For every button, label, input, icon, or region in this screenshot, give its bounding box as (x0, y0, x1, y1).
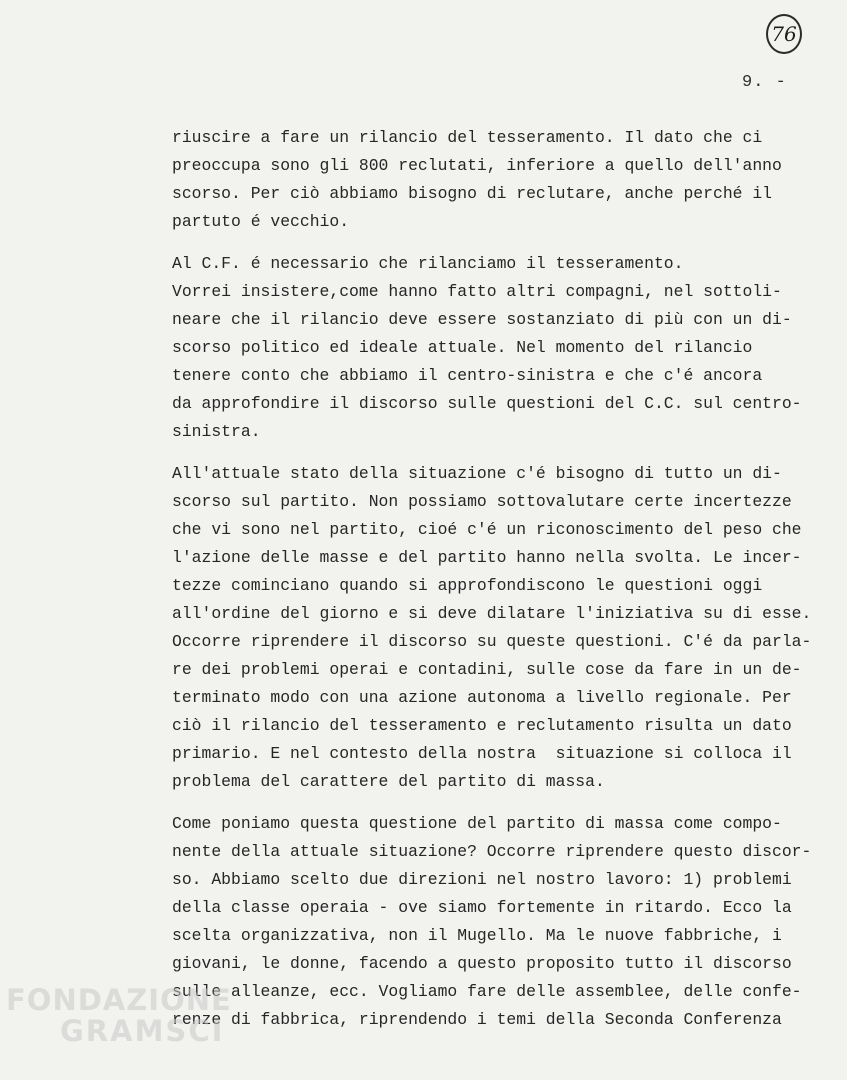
text-line: problema del carattere del partito di massa. (172, 772, 605, 791)
text-line: renze di fabbrica, riprendendo i temi della Seconda Conferenza (172, 1010, 782, 1029)
text-line: scelta organizzativa, non il Mugello. Ma le nuove fabbriche, i (172, 926, 782, 945)
text-line: riuscire a fare un rilancio del tesseramento. Il dato che ci (172, 128, 763, 147)
handwritten-page-number: 76 (766, 14, 802, 54)
text-line: Come poniamo questa questione del partito di massa come compo- (172, 814, 782, 833)
text-line: so. Abbiamo scelto due direzioni nel nostro lavoro: 1) problemi (172, 870, 792, 889)
text-line: da approfondire il discorso sulle questioni del C.C. sul centro- (172, 394, 802, 413)
text-line: partuto é vecchio. (172, 212, 350, 231)
text-line: tenere conto che abbiamo il centro-sinistra e che c'é ancora (172, 366, 763, 385)
text-line: primario. E nel contesto della nostra situazione si colloca il (172, 744, 792, 763)
paragraph-1 (172, 124, 822, 236)
text-line: sinistra. (172, 422, 261, 441)
text-line: terminato modo con una azione autonoma a livello regionale. Per (172, 688, 792, 707)
document-body (172, 124, 822, 1048)
text-line: all'ordine del giorno e si deve dilatare l'iniziativa su di esse. (172, 604, 812, 623)
watermark-line-2: GRAMSCI (60, 1014, 225, 1048)
paragraph-3 (172, 460, 822, 796)
text-line: re dei problemi operai e contadini, sulle cose da fare in un de- (172, 660, 802, 679)
text-line: l'azione delle masse e del partito hanno nella svolta. Le incer- (172, 548, 802, 567)
text-line: che vi sono nel partito, cioé c'é un riconoscimento del peso che (172, 520, 802, 539)
paragraph-2 (172, 250, 822, 446)
paragraph-4 (172, 810, 822, 1034)
archive-watermark (6, 983, 232, 1048)
text-line: All'attuale stato della situazione c'é bisogno di tutto un di- (172, 464, 782, 483)
text-line: nente della attuale situazione? Occorre riprendere questo discor- (172, 842, 812, 861)
text-line: Vorrei insistere,come hanno fatto altri compagni, nel sottoli- (172, 282, 782, 301)
text-line: tezze cominciano quando si approfondiscono le questioni oggi (172, 576, 763, 595)
text-line: scorso sul partito. Non possiamo sottovalutare certe incertezze (172, 492, 792, 511)
text-line: ciò il rilancio del tesseramento e reclutamento risulta un dato (172, 716, 792, 735)
watermark-line-1: FONDAZIONE (6, 983, 232, 1017)
text-line: Occorre riprendere il discorso su queste questioni. C'é da parla- (172, 632, 812, 651)
text-line: neare che il rilancio deve essere sostanziato di più con un di- (172, 310, 792, 329)
text-line: Al C.F. é necessario che rilanciamo il tesseramento. (172, 254, 684, 273)
text-line: scorso. Per ciò abbiamo bisogno di reclutare, anche perché il (172, 184, 772, 203)
text-line: sulle alleanze, ecc. Vogliamo fare delle assemblee, delle confe- (172, 982, 802, 1001)
text-line: giovani, le donne, facendo a questo proposito tutto il discorso (172, 954, 792, 973)
text-line: preoccupa sono gli 800 reclutati, inferiore a quello dell'anno (172, 156, 782, 175)
text-line: scorso politico ed ideale attuale. Nel momento del rilancio (172, 338, 753, 357)
typed-page-number: 9. - (742, 73, 787, 92)
text-line: della classe operaia - ove siamo fortemente in ritardo. Ecco la (172, 898, 792, 917)
